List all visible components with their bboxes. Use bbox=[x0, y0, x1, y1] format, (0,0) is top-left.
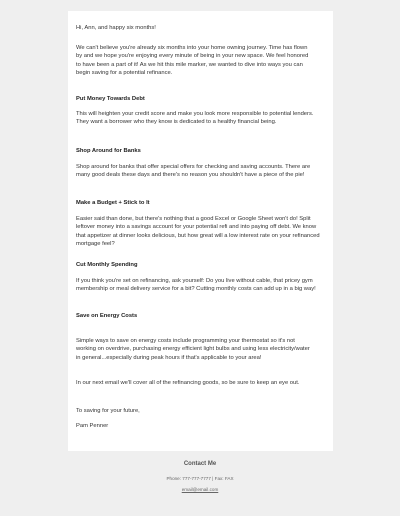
contact-phone: Phone: 777-777-7777 | Fax: FAX bbox=[166, 476, 234, 481]
contact-email-link[interactable]: email@email.com bbox=[181, 487, 219, 492]
email-body bbox=[68, 11, 333, 451]
contact-title: Contact Me bbox=[183, 461, 217, 467]
section-body-debt: This will heighten your credit score and make you look more responsible to potential lenders. They want a borrower who they know is dedicated to a healthy financial being. bbox=[76, 111, 314, 126]
section-heading-energy: Save on Energy Costs bbox=[76, 313, 138, 319]
section-body-budget: Easier said than done, but there's nothing that a good Excel or Google Sheet won't do! Split leftover money into a savings account for your potential refi and into paying off debt. We know that appetizer at dinner looks delicious, but how great will a low interest rate on your refinanced mortgage feel? bbox=[76, 216, 320, 247]
section-body-spending: If you think you're set on refinancing, ask yourself: Do you live without cable, that pricey gym membership or meal delivery service for a bit? Cutting monthly costs can add up in a big way! bbox=[76, 278, 316, 293]
intro-paragraph: We can't believe you're already six months into your home owning journey. Time has flown by and we hope you're enjoying every minute of being in your new space. We feel honored to have been a part of it! As we hit this mile marker, we wanted to dive into ways you can begin saving for a potential refinance. bbox=[76, 45, 309, 76]
signature: Pam Penner bbox=[76, 423, 109, 429]
section-body-banks: Shop around for banks that offer special offers for checking and saving accounts. There are many good deals these days and there's no reason you shouldn't have a piece of the pie! bbox=[76, 164, 311, 179]
closing-note: In our next email we'll cover all of the refinancing goods, so be sure to keep an eye out. bbox=[76, 380, 300, 386]
section-body-energy: Simple ways to save on energy costs include programming your thermostat so it's not working on overdrive, purchasing energy efficient light bulbs and using less electricity/water in general...especially during peak hours if that's applicable to your area! bbox=[76, 338, 310, 361]
section-heading-spending: Cut Monthly Spending bbox=[76, 262, 138, 268]
section-heading-banks: Shop Around for Banks bbox=[76, 148, 141, 154]
greeting: Hi, Ann, and happy six months! bbox=[76, 25, 156, 31]
section-heading-debt: Put Money Towards Debt bbox=[76, 96, 145, 102]
section-heading-budget: Make a Budget + Stick to It bbox=[76, 200, 150, 206]
signoff: To saving for your future, bbox=[76, 408, 140, 414]
